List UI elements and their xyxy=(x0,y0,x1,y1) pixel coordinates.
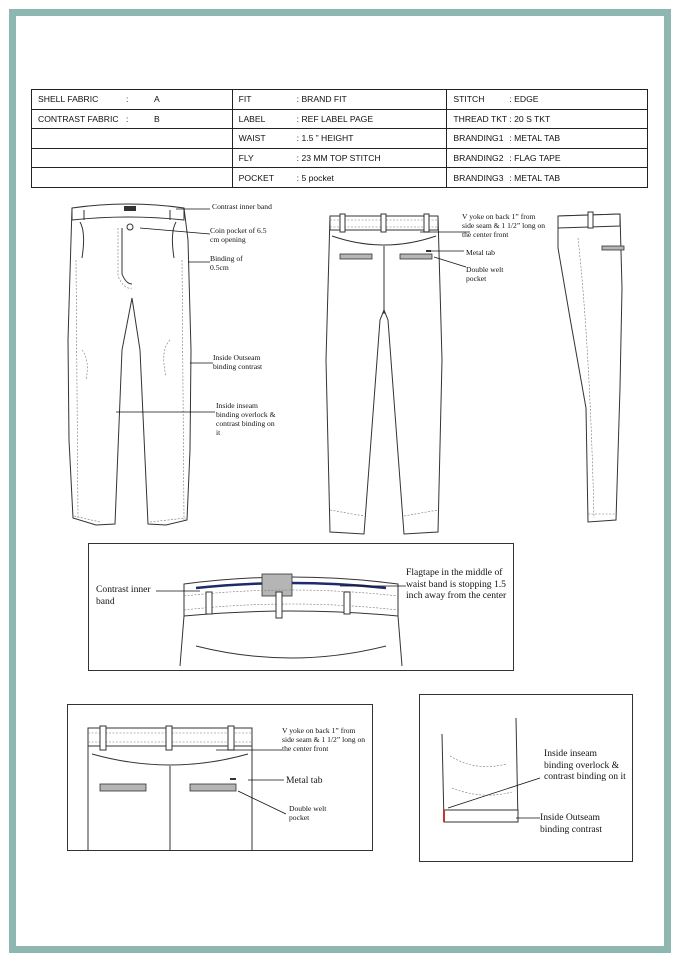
spec-sep: : xyxy=(126,94,129,105)
spec-key: SHELL FABRIC xyxy=(38,94,99,105)
spec-value: A xyxy=(154,94,160,105)
spec-key: BRANDING2 xyxy=(453,153,504,164)
spec-value: : FLAG TAPE xyxy=(509,153,561,164)
spec-key: THREAD TKT xyxy=(453,113,508,124)
spec-value: : METAL TAB xyxy=(509,172,561,183)
label-contrast-inner-band: Contrast inner band xyxy=(212,202,272,211)
label-double-welt: Double welt pocket xyxy=(466,265,504,283)
spec-key: FLY xyxy=(238,153,254,164)
spec-key: LABEL xyxy=(238,113,266,124)
label-binding: Binding of 0.5cm xyxy=(210,254,243,272)
spec-value: : METAL TAB xyxy=(509,133,561,144)
spec-key: POCKET xyxy=(238,172,275,183)
label-metal-tab: Metal tab xyxy=(466,248,495,257)
label-back-detail-double-welt: Double welt pocket xyxy=(289,804,327,822)
spec-value: : 5 pocket xyxy=(296,172,334,183)
spec-value: B xyxy=(154,113,160,124)
spec-key: CONTRAST FABRIC xyxy=(38,113,119,124)
label-back-detail-metal-tab: Metal tab xyxy=(286,775,323,786)
spec-value: : EDGE xyxy=(509,94,539,105)
spec-key: BRANDING3 xyxy=(453,172,504,183)
spec-value: : BRAND FIT xyxy=(296,94,347,105)
label-waist-contrast-band: Contrast inner band xyxy=(96,584,151,607)
spec-key: WAIST xyxy=(238,133,266,144)
label-inside-inseam: Inside inseam binding overlock & contrast binding on it xyxy=(216,401,276,437)
spec-value: : 1.5 ” HEIGHT xyxy=(296,133,354,144)
spec-key: BRANDING1 xyxy=(453,133,504,144)
spec-value: : 20 S TKT xyxy=(509,113,551,124)
label-back-detail-v-yoke: V yoke on back 1” from side seam & 1 1/2” long on the center front xyxy=(282,726,366,753)
label-inside-outseam: Inside Outseam binding contrast xyxy=(213,353,263,371)
label-v-yoke: V yoke on back 1” from side seam & 1 1/2” long on the center front xyxy=(462,212,546,239)
label-hem-inside-outseam: Inside Outseam binding contrast xyxy=(540,812,603,835)
label-hem-inside-inseam: Inside inseam binding overlock & contrast binding on it xyxy=(544,748,626,782)
spec-key: FIT xyxy=(238,94,252,105)
label-flagtape: Flagtape in the middle of waist band is stopping 1.5 inch away from the center xyxy=(406,567,507,601)
spec-value: : 23 MM TOP STITCH xyxy=(296,153,381,164)
spec-key: STITCH xyxy=(453,94,485,105)
spec-sep: : xyxy=(126,113,129,124)
spec-value: : REF LABEL PAGE xyxy=(296,113,374,124)
label-coin-pocket: Coin pocket of 6.5 cm opening xyxy=(210,226,267,244)
